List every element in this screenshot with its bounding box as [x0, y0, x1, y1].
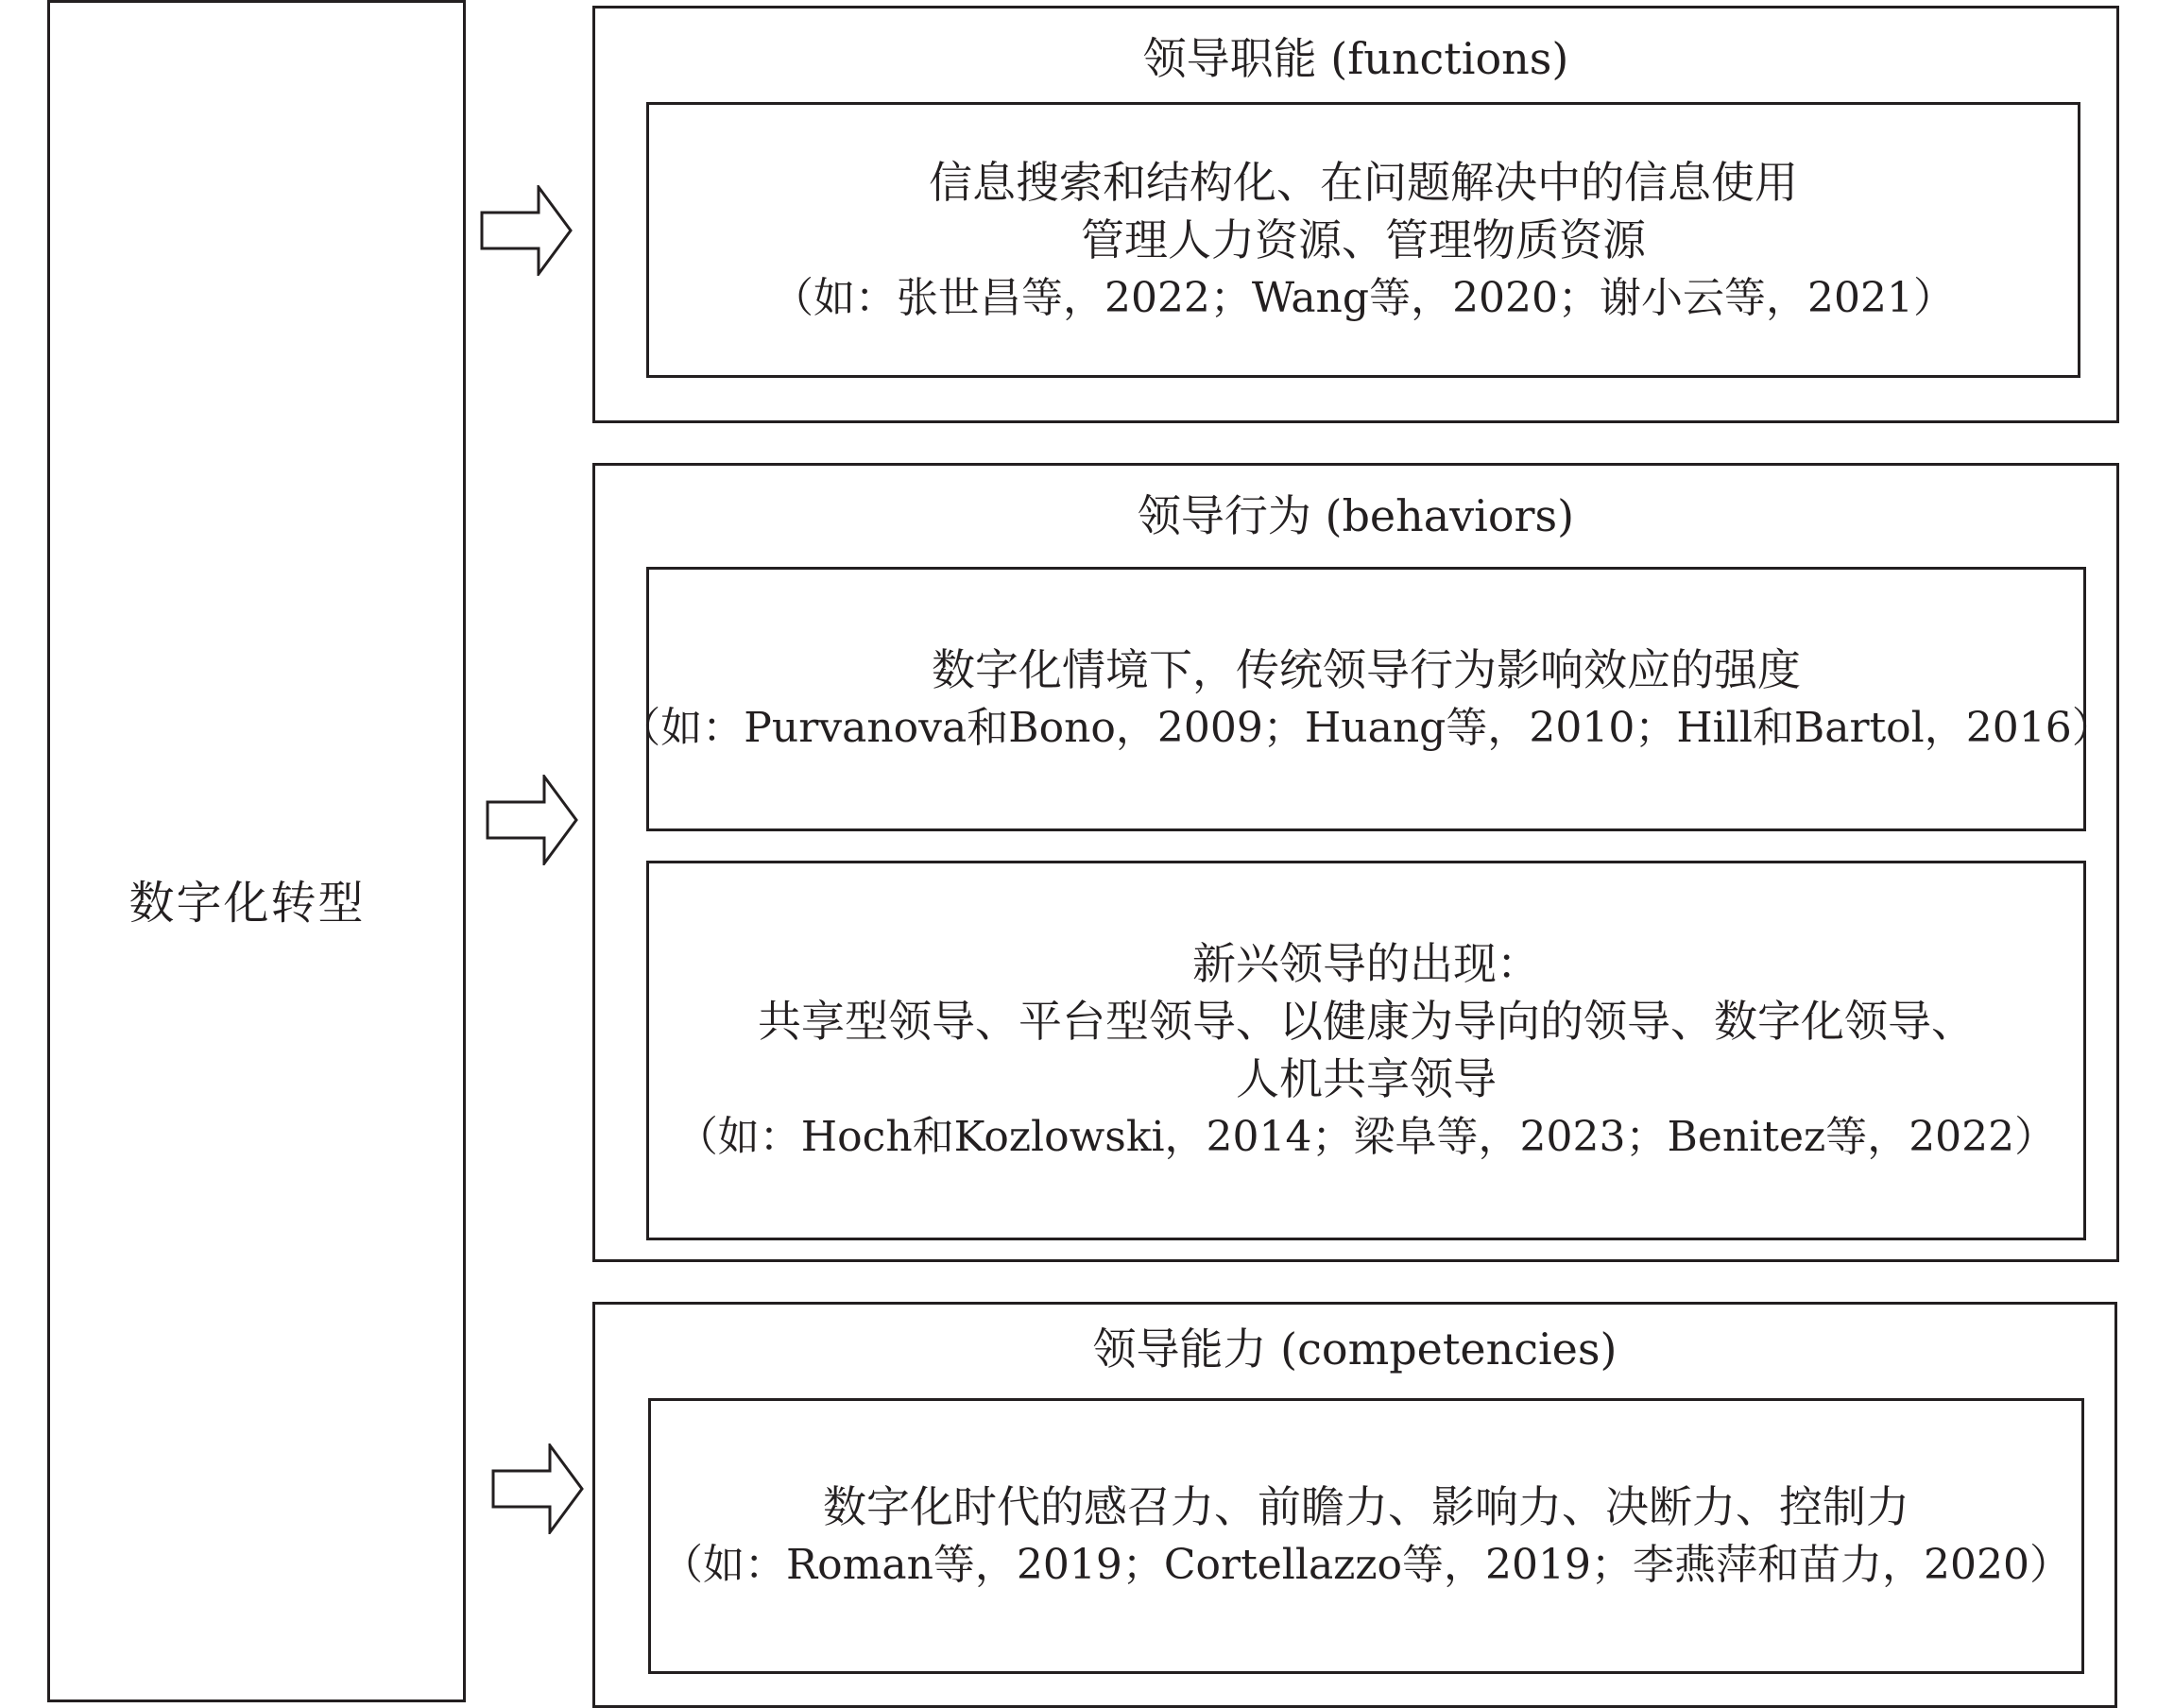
arrow-right-icon — [486, 775, 580, 865]
arrow-right-icon — [480, 185, 574, 276]
content-line: 管理人力资源、管理物质资源 — [1081, 214, 1646, 265]
citation: （如：张世昌等，2022；Wang等，2020；谢小云等，2021） — [771, 273, 1956, 322]
behaviors-section — [592, 463, 2119, 1262]
content-line: 新兴领导的出现： — [1192, 938, 1540, 989]
citation: （如：Hoch和Kozlowski，2014；梁阜等，2023；Benitez等，2022） — [676, 1113, 2057, 1161]
arrow-right-icon — [491, 1443, 586, 1534]
behaviors-content-box-1 — [619, 567, 2114, 831]
section-title: 领导职能 (functions) — [1142, 33, 1569, 84]
behaviors-content-box-2 — [646, 861, 2086, 1240]
competencies-content-box — [648, 1398, 2084, 1674]
content-line: 数字化时代的感召力、前瞻力、影响力、决断力、控制力 — [823, 1481, 1909, 1532]
section-title: 领导能力 (competencies) — [1092, 1324, 1618, 1375]
citation: （如：Roman等，2019；Cortellazzo等，2019；李燕萍和苗力，2020） — [661, 1541, 2071, 1589]
content-line: 数字化情境下，传统领导行为影响效应的强度 — [932, 644, 1801, 695]
content-line: 人机共享领导 — [1236, 1053, 1497, 1104]
competencies-section — [592, 1302, 2117, 1708]
content-line: 共享型领导、平台型领导、以健康为导向的领导、数字化领导、 — [758, 996, 1975, 1047]
transformation-label: 数字化转型 — [128, 876, 366, 930]
functions-content-box — [646, 102, 2080, 378]
transformation-box — [47, 0, 466, 1702]
content-line: 信息搜索和结构化、在问题解决中的信息使用 — [929, 156, 1798, 208]
citation: （如：Purvanova和Bono，2009；Huang等，2010；Hill和Bartol，2016） — [619, 704, 2114, 752]
section-title: 领导行为 (behaviors) — [1137, 490, 1575, 541]
functions-section — [592, 6, 2119, 423]
